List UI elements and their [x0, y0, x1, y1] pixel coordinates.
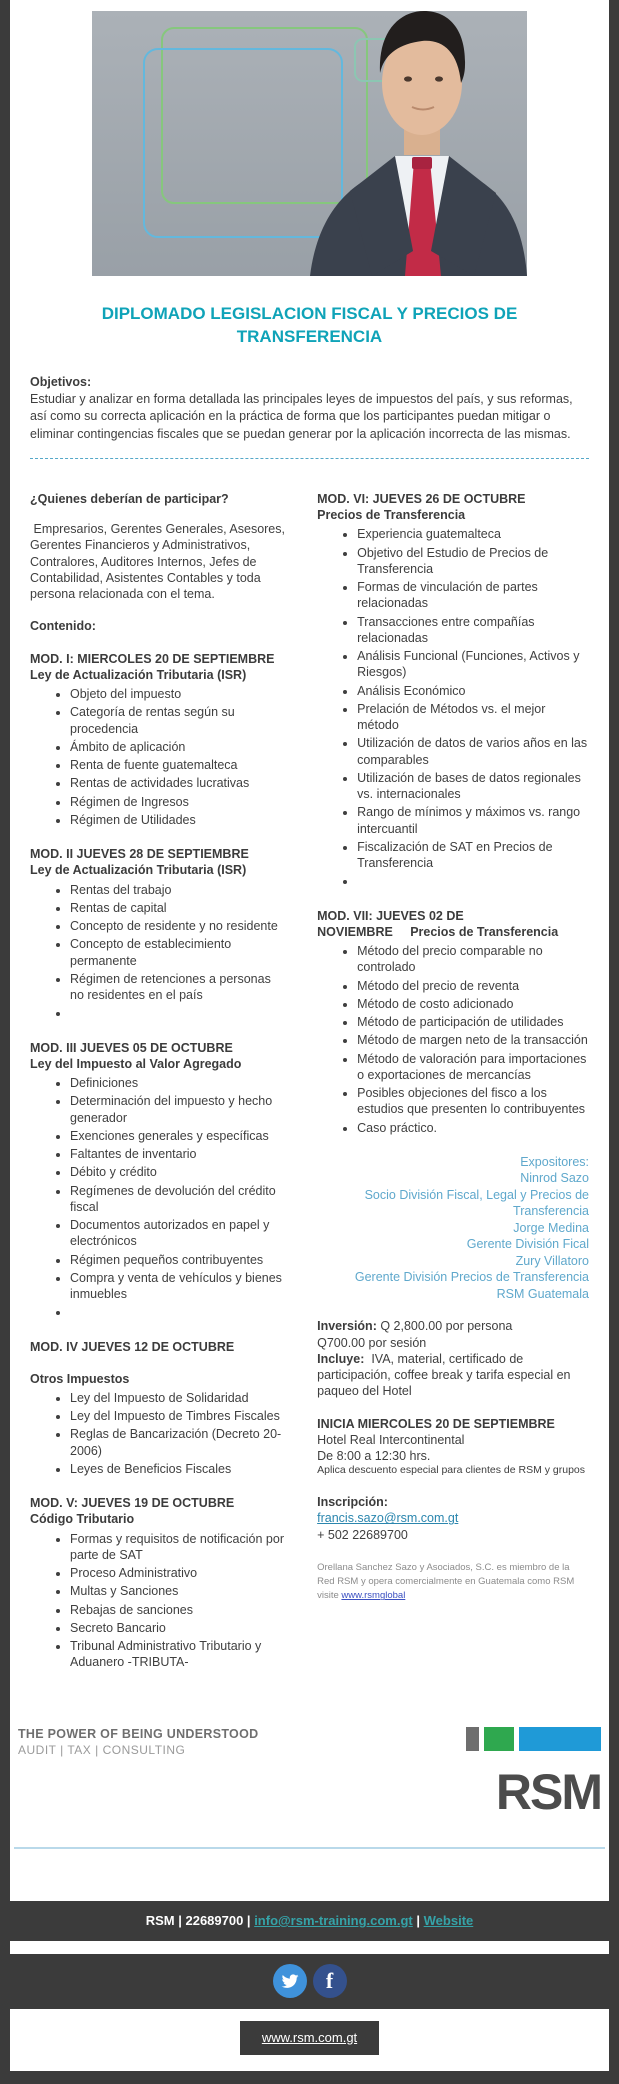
- bullet-item: • Determinación del impuesto y hecho generador: [70, 1093, 287, 1126]
- module-heading-line: MOD. III JUEVES 05 DE OCTUBRE: [30, 1040, 233, 1055]
- bullet-item: • Ámbito de aplicación: [70, 739, 287, 755]
- schedule-venue: Hotel Real Intercontinental: [317, 1432, 465, 1447]
- social-band: [0, 1954, 619, 2009]
- brand-tagline-block: [18, 1727, 258, 1757]
- bullet-item: • Documentos autorizados en papel y electrónicos: [70, 1217, 287, 1250]
- objectives-section: [30, 374, 589, 443]
- fine-print: [317, 1561, 589, 1604]
- bullet-item: • Régimen de Utilidades: [70, 812, 287, 828]
- bullet-item: • Renta de fuente guatemalteca: [70, 757, 287, 773]
- participants-heading: ¿Quienes deberían de participar?: [30, 491, 229, 506]
- bullet-item: • Multas y Sanciones: [70, 1583, 287, 1599]
- bullet-item: • Régimen pequeños contribuyentes: [70, 1252, 287, 1268]
- module-4: [30, 1339, 287, 1477]
- bullet-item: • Utilización de datos de varios años en las comparables: [357, 735, 589, 768]
- registration-label: Inscripción:: [317, 1495, 388, 1510]
- rsm-logo-text: RSM: [495, 1763, 601, 1820]
- bullet-item: • Rentas del trabajo: [70, 882, 287, 898]
- twitter-bird-glyph: [281, 1972, 299, 1990]
- brand-services: AUDIT | TAX | CONSULTING: [18, 1742, 186, 1757]
- logo-green-block: [484, 1727, 514, 1751]
- bullet-item: • Método de participación de utilidades: [357, 1014, 589, 1030]
- module-5: [30, 1495, 287, 1671]
- content-columns: [30, 491, 589, 1689]
- registration-block: [317, 1494, 589, 1543]
- logo-blue-block: [519, 1727, 601, 1751]
- tail-band: [0, 2071, 619, 2084]
- registration-email-link[interactable]: francis.sazo@rsm.com.gt: [317, 1511, 459, 1526]
- rsmglobal-link[interactable]: www.rsmglobal: [341, 1590, 406, 1602]
- module-heading-line: Código Tributario: [30, 1512, 135, 1527]
- bullet-item: • Formas y requisitos de notificación por parte de SAT: [70, 1531, 287, 1564]
- brand-tagline: THE POWER OF BEING UNDERSTOOD: [18, 1726, 259, 1741]
- twitter-icon[interactable]: [273, 1964, 307, 1998]
- page-title: DIPLOMADO LEGISLACION FISCAL Y PRECIOS DE TRANSFERENCIA: [101, 304, 518, 346]
- objectives-label: Objetivos:: [30, 374, 92, 389]
- module-6: [317, 491, 589, 890]
- module-heading-line: MOD. VI: JUEVES 26 DE OCTUBRE: [317, 491, 526, 506]
- white-strip: [10, 1941, 609, 1954]
- pricing-per-session: Q700.00 por sesión: [317, 1335, 427, 1350]
- bullet-item: • Leyes de Beneficios Fiscales: [70, 1461, 287, 1477]
- bullet-item: • Rebajas de sanciones: [70, 1602, 287, 1618]
- module-heading-line: NOVIEMBRE Precios de Transferencia: [317, 924, 559, 939]
- bullet-item: • Exenciones generales y específicas: [70, 1128, 287, 1144]
- participants-text: Empresarios, Gerentes Generales, Asesores, Gerentes Financieros y Administrativos, Contralores, Auditores Internos, Jefes de Contabilidad, Asistentes Contables y toda persona relacionada con el tema.: [30, 522, 289, 602]
- bullet-item: • Secreto Bancario: [70, 1620, 287, 1636]
- bullet-item: • Ley del Impuesto de Timbres Fiscales: [70, 1408, 287, 1424]
- module-heading-line: [30, 1355, 287, 1371]
- bullet-item: • Método de valoración para importaciones o exportaciones de mercancías: [357, 1051, 589, 1084]
- contact-band: [0, 1901, 619, 1941]
- module-heading-line: MOD. IV JUEVES 12 DE OCTUBRE: [30, 1339, 235, 1354]
- left-column: [30, 491, 287, 1689]
- expositor-line: Jorge Medina: [513, 1220, 589, 1235]
- module-2: [30, 846, 287, 1022]
- module-7: [317, 908, 589, 1136]
- module-3: [30, 1040, 287, 1321]
- bullet-item: • Fiscalización de SAT en Precios de Transferencia: [357, 839, 589, 872]
- logo-gray-block: [466, 1727, 479, 1751]
- bullet-item: • Método de costo adicionado: [357, 996, 589, 1012]
- bullet-item: • Ley del Impuesto de Solidaridad: [70, 1390, 287, 1406]
- bullet-item: • Prelación de Métodos vs. el mejor método: [357, 701, 589, 734]
- right-column: [317, 491, 589, 1689]
- schedule-time: De 8:00 a 12:30 hrs.: [317, 1449, 431, 1464]
- contact-prefix: RSM | 22689700 |: [145, 1913, 255, 1928]
- module-heading-line: Precios de Transferencia: [317, 508, 466, 523]
- bullet-item: • Regímenes de devolución del crédito fiscal: [70, 1183, 287, 1216]
- bullet-item: • Régimen de Ingresos: [70, 794, 287, 810]
- bullet-item: • Faltantes de inventario: [70, 1146, 287, 1162]
- bullet-item: • Rentas de actividades lucrativas: [70, 775, 287, 791]
- bullet-item: • Tribunal Administrativo Tributario y Aduanero -TRIBUTA-: [70, 1638, 287, 1671]
- businessman-illustration: [92, 11, 527, 276]
- bullet-item: • Método de margen neto de la transacción: [357, 1032, 589, 1048]
- module-heading-line: Ley del Impuesto al Valor Agregado: [30, 1056, 242, 1071]
- bullet-item: • Categoría de rentas según su procedencia: [70, 704, 287, 737]
- module-heading-line: MOD. I: MIERCOLES 20 DE SEPTIEMBRE: [30, 651, 275, 666]
- brand-footer: [10, 1726, 609, 1820]
- schedule-start: INICIA MIERCOLES 20 DE SEPTIEMBRE: [317, 1416, 555, 1431]
- bullet-item: • Transacciones entre compañías relacionadas: [357, 614, 589, 647]
- module-1: [30, 651, 287, 829]
- includes-text: IVA, material, certificado de participación, coffee break y tarifa especial en paqueo del Hotel: [317, 1351, 574, 1399]
- facebook-f-glyph: f: [325, 1968, 334, 1993]
- module-heading-line: Ley de Actualización Tributaria (ISR): [30, 667, 247, 682]
- bullet-item: • Reglas de Bancarización (Decreto 20-2006): [70, 1426, 287, 1459]
- contact-email-link[interactable]: info@rsm-training.com.gt: [254, 1913, 413, 1928]
- includes-label: Incluye:: [317, 1351, 365, 1366]
- expositor-line: Gerente División Precios de Transferencia: [354, 1270, 589, 1285]
- expositores-block: [317, 1154, 589, 1303]
- schedule-discount-note: Aplica descuento especial para clientes de RSM y grupos: [317, 1464, 586, 1477]
- bullet-item: • Análisis Económico: [357, 683, 589, 699]
- bullet-item: • Objeto del impuesto: [70, 686, 287, 702]
- site-url-box: [240, 2021, 379, 2055]
- rsm-logo: [466, 1727, 601, 1820]
- content-label: Contenido:: [30, 619, 96, 634]
- site-url-link[interactable]: www.rsm.com.gt: [261, 2029, 358, 2045]
- dashed-divider: [30, 458, 589, 459]
- pricing-block: [317, 1318, 589, 1399]
- bullet-item: • Compra y venta de vehículos y bienes inmuebles: [70, 1270, 287, 1303]
- bottom-card: [10, 2009, 609, 2071]
- bullet-item: [357, 873, 589, 889]
- bullet-item: [70, 1304, 287, 1320]
- module-heading-line: MOD. V: JUEVES 19 DE OCTUBRE: [30, 1496, 235, 1510]
- bullet-item: • Régimen de retenciones a personas no residentes en el país: [70, 971, 287, 1004]
- expositor-line: Zury Villatoro: [515, 1253, 589, 1268]
- bullet-item: • Método del precio de reventa: [357, 978, 589, 994]
- bullet-item: [70, 1005, 287, 1021]
- expositor-line: Ninrod Sazo: [520, 1171, 589, 1186]
- expositor-line: Socio División Fiscal, Legal y Precios de Transferencia: [364, 1187, 589, 1219]
- facebook-icon[interactable]: [313, 1964, 347, 1998]
- module-heading-line: Ley de Actualización Tributaria (ISR): [30, 863, 247, 878]
- expositor-line: Expositores:: [520, 1154, 589, 1169]
- schedule-block: [317, 1416, 589, 1478]
- bullet-item: • Rango de mínimos y máximos vs. rango intercuantil: [357, 804, 589, 837]
- registration-phone: + 502 22689700: [317, 1527, 408, 1542]
- bullet-item: • Definiciones: [70, 1075, 287, 1091]
- main-content-card: [10, 0, 609, 1901]
- expositor-line: RSM Guatemala: [496, 1286, 589, 1301]
- bullet-item: • Concepto de establecimiento permanente: [70, 936, 287, 969]
- bullet-item: • Concepto de residente y no residente: [70, 918, 287, 934]
- bullet-item: • Formas de vinculación de partes relacionadas: [357, 579, 589, 612]
- expositor-line: Gerente División Fical: [466, 1237, 589, 1252]
- bullet-item: • Utilización de bases de datos regionales vs. internacionales: [357, 770, 589, 803]
- bullet-item: • Rentas de capital: [70, 900, 287, 916]
- bullet-item: • Análisis Funcional (Funciones, Activos y Riesgos): [357, 648, 589, 681]
- module-heading-line: MOD. II JUEVES 28 DE SEPTIEMBRE: [30, 847, 249, 862]
- bullet-item: • Caso práctico.: [357, 1120, 589, 1136]
- bullet-item: • Proceso Administrativo: [70, 1565, 287, 1581]
- module-heading-line: Otros Impuestos: [30, 1371, 130, 1386]
- rsm-logo-blocks: [466, 1727, 601, 1751]
- bullet-item: • Método del precio comparable no controlado: [357, 943, 589, 976]
- bullet-item: • Posibles objeciones del fisco a los estudios que presenten lo contribuyentes: [357, 1085, 589, 1118]
- website-link[interactable]: Website: [423, 1913, 474, 1928]
- bullet-item: • Objetivo del Estudio de Precios de Transferencia: [357, 545, 589, 578]
- pricing-price: Q 2,800.00 por persona: [376, 1319, 513, 1334]
- objectives-text: Estudiar y analizar en forma detallada las principales leyes de impuestos del país, y sus reformas, así como su correcta aplicación en la práctica de forma que los participantes puedan mitigar o eliminar contingencias fiscales que se puedan generar por la aplicación incorrecta de las mismas.: [30, 392, 573, 441]
- module-heading-line: MOD. VII: JUEVES 02 DE: [317, 908, 464, 923]
- fine-print-text: Orellana Sanchez Sazo y Asociados, S.C. es miembro de la Red RSM y opera comercialmente en Guatemala como RSM visite: [317, 1561, 575, 1602]
- bullet-item: • Débito y crédito: [70, 1164, 287, 1180]
- bullet-item: • Experiencia guatemalteca: [357, 526, 589, 542]
- hero-photo: [92, 11, 527, 276]
- pricing-label: Inversión:: [317, 1319, 377, 1334]
- contact-separator: |: [412, 1913, 424, 1928]
